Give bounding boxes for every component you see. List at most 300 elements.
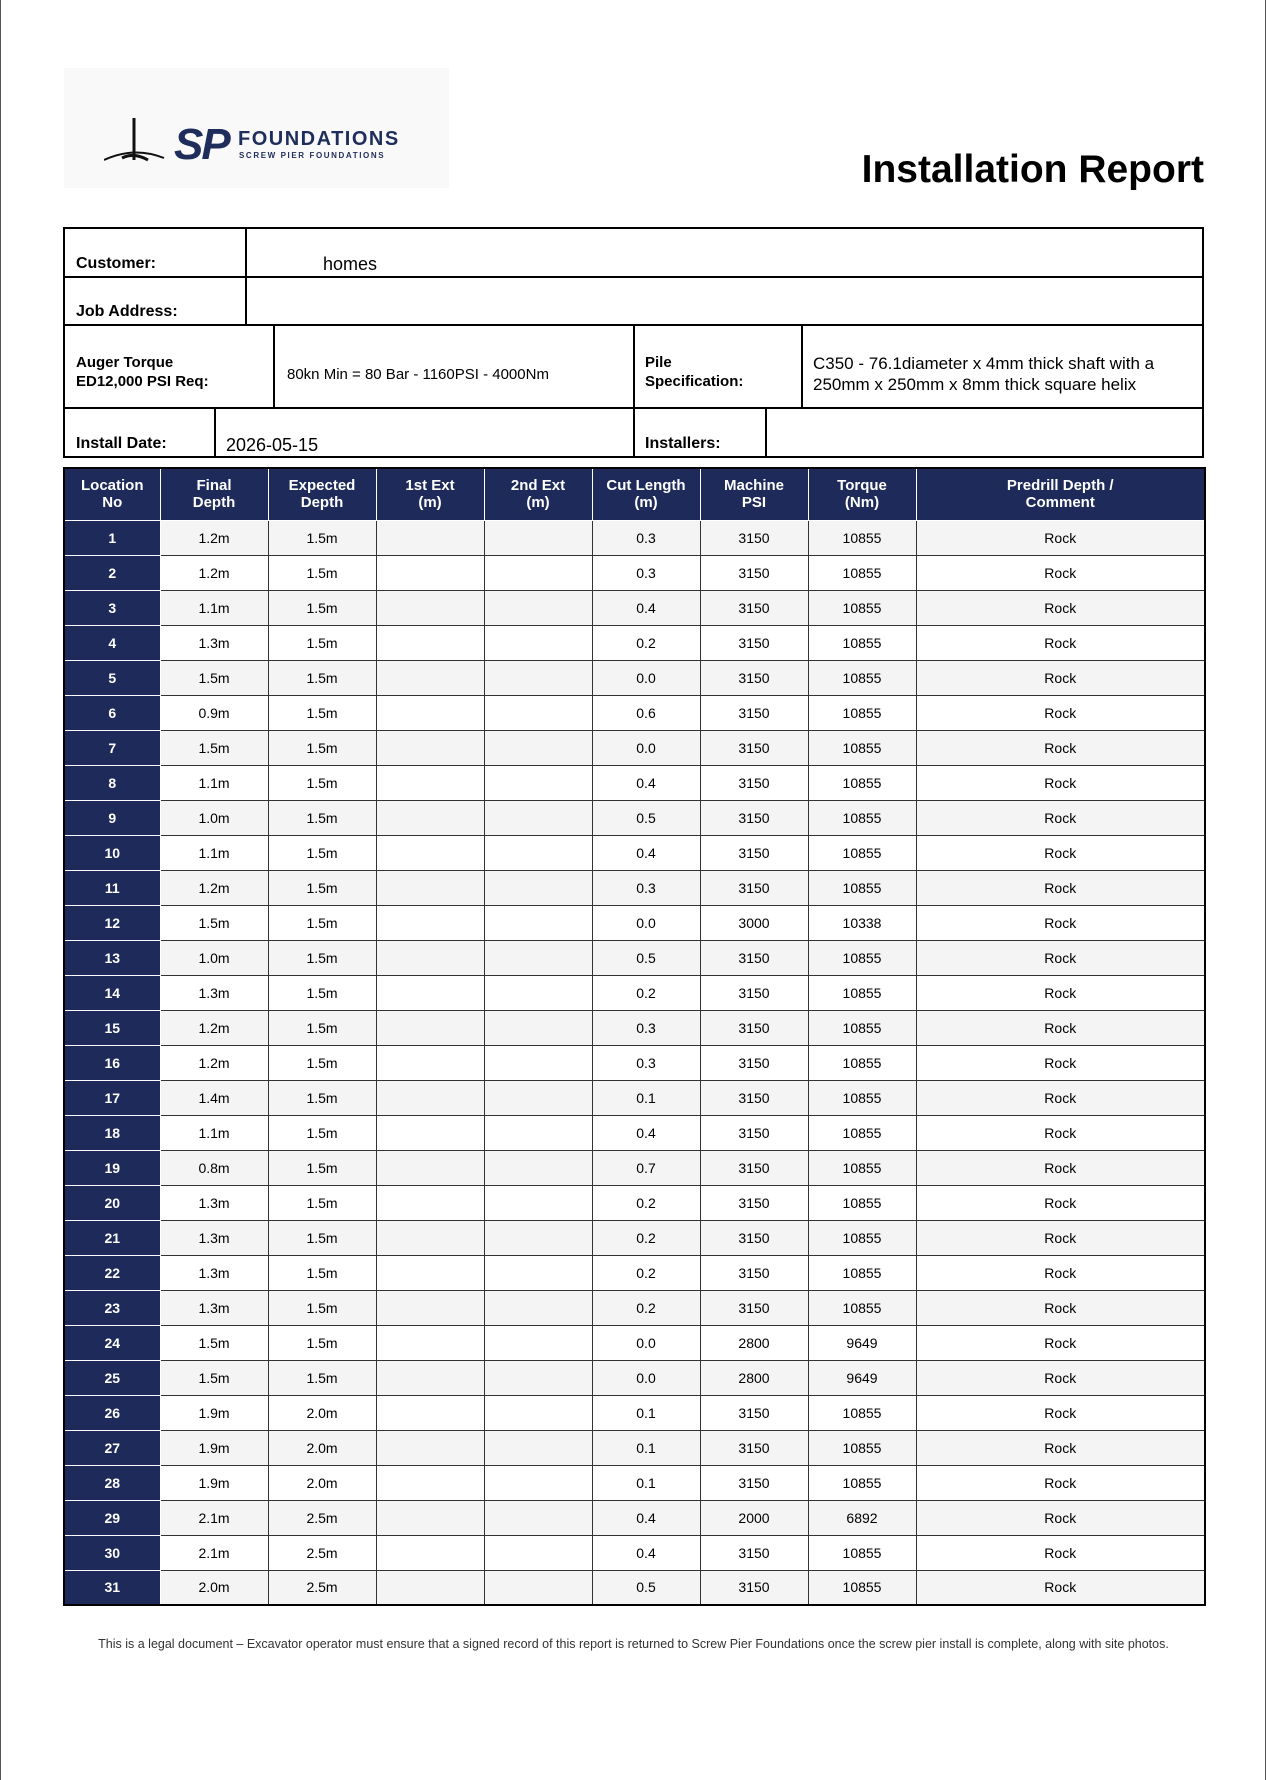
cell-second-ext	[484, 1325, 592, 1360]
table-row	[64, 625, 1205, 660]
cell-second-ext	[484, 1500, 592, 1535]
cell-cut-length: 0.2	[592, 1220, 700, 1255]
cell-machine-psi: 3150	[700, 1465, 808, 1500]
cell-second-ext	[484, 1395, 592, 1430]
cell-machine-psi: 3150	[700, 1185, 808, 1220]
cell-expected-depth: 1.5m	[268, 590, 376, 625]
column-header-second-ext: 2nd Ext (m)	[484, 468, 592, 520]
cell-predrill-comment: Rock	[916, 625, 1205, 660]
column-header-final-depth: Final Depth	[160, 468, 268, 520]
cell-torque: 10855	[808, 1570, 916, 1605]
cell-final-depth: 1.9m	[160, 1430, 268, 1465]
table-row	[64, 1570, 1205, 1605]
cell-final-depth: 1.3m	[160, 1185, 268, 1220]
column-header-location-no: Location No	[64, 468, 160, 520]
cell-predrill-comment: Rock	[916, 520, 1205, 555]
cell-location-no: 10	[64, 835, 160, 870]
cell-location-no: 19	[64, 1150, 160, 1185]
cell-cut-length: 0.3	[592, 1010, 700, 1045]
cell-predrill-comment: Rock	[916, 835, 1205, 870]
table-row	[64, 1535, 1205, 1570]
table-row	[64, 590, 1205, 625]
pile-spec-label: Pile Specification:	[645, 354, 744, 390]
cell-predrill-comment: Rock	[916, 1045, 1205, 1080]
cell-first-ext	[376, 590, 484, 625]
table-row	[64, 1150, 1205, 1185]
table-row	[64, 800, 1205, 835]
cell-cut-length: 0.1	[592, 1430, 700, 1465]
cell-first-ext	[376, 800, 484, 835]
cell-machine-psi: 3150	[700, 625, 808, 660]
cell-machine-psi: 3150	[700, 1290, 808, 1325]
cell-final-depth: 1.2m	[160, 520, 268, 555]
cell-expected-depth: 1.5m	[268, 1290, 376, 1325]
cell-expected-depth: 1.5m	[268, 800, 376, 835]
cell-cut-length: 0.4	[592, 1500, 700, 1535]
cell-cut-length: 0.4	[592, 835, 700, 870]
cell-machine-psi: 3150	[700, 1255, 808, 1290]
cell-torque: 10855	[808, 765, 916, 800]
cell-location-no: 23	[64, 1290, 160, 1325]
cell-second-ext	[484, 625, 592, 660]
column-header-expected-depth: Expected Depth	[268, 468, 376, 520]
cell-machine-psi: 3150	[700, 590, 808, 625]
cell-predrill-comment: Rock	[916, 590, 1205, 625]
customer-value: homes	[323, 254, 378, 274]
cell-expected-depth: 1.5m	[268, 1115, 376, 1150]
installers-label: Installers:	[645, 435, 721, 452]
cell-expected-depth: 1.5m	[268, 765, 376, 800]
table-row	[64, 1185, 1205, 1220]
table-row	[64, 1430, 1205, 1465]
cell-cut-length: 0.1	[592, 1080, 700, 1115]
cell-final-depth: 2.0m	[160, 1570, 268, 1605]
cell-predrill-comment: Rock	[916, 1430, 1205, 1465]
cell-torque: 10855	[808, 1150, 916, 1185]
cell-final-depth: 2.1m	[160, 1500, 268, 1535]
cell-first-ext	[376, 695, 484, 730]
cell-final-depth: 2.1m	[160, 1535, 268, 1570]
cell-machine-psi: 3150	[700, 1395, 808, 1430]
cell-final-depth: 1.2m	[160, 555, 268, 590]
cell-cut-length: 0.0	[592, 730, 700, 765]
auger-torque-value: 80kn Min = 80 Bar - 1160PSI - 4000Nm	[287, 366, 549, 383]
cell-cut-length: 0.0	[592, 660, 700, 695]
cell-torque: 10855	[808, 1255, 916, 1290]
cell-first-ext	[376, 1010, 484, 1045]
company-logo	[64, 68, 449, 188]
cell-torque: 10338	[808, 905, 916, 940]
cell-torque: 10855	[808, 1010, 916, 1045]
cell-location-no: 17	[64, 1080, 160, 1115]
cell-location-no: 1	[64, 520, 160, 555]
table-row	[64, 730, 1205, 765]
cell-location-no: 13	[64, 940, 160, 975]
cell-first-ext	[376, 1080, 484, 1115]
table-row	[64, 695, 1205, 730]
cell-cut-length: 0.1	[592, 1465, 700, 1500]
cell-expected-depth: 1.5m	[268, 1220, 376, 1255]
cell-predrill-comment: Rock	[916, 1395, 1205, 1430]
cell-predrill-comment: Rock	[916, 1220, 1205, 1255]
cell-location-no: 22	[64, 1255, 160, 1290]
cell-first-ext	[376, 1465, 484, 1500]
cell-final-depth: 1.2m	[160, 1045, 268, 1080]
cell-first-ext	[376, 1430, 484, 1465]
cell-cut-length: 0.7	[592, 1150, 700, 1185]
cell-final-depth: 1.9m	[160, 1395, 268, 1430]
cell-first-ext	[376, 1045, 484, 1080]
cell-second-ext	[484, 660, 592, 695]
cell-cut-length: 0.4	[592, 1115, 700, 1150]
cell-machine-psi: 3150	[700, 1010, 808, 1045]
cell-first-ext	[376, 765, 484, 800]
cell-location-no: 18	[64, 1115, 160, 1150]
cell-first-ext	[376, 555, 484, 590]
cell-expected-depth: 2.5m	[268, 1535, 376, 1570]
cell-final-depth: 1.3m	[160, 1220, 268, 1255]
cell-cut-length: 0.4	[592, 765, 700, 800]
cell-final-depth: 1.1m	[160, 765, 268, 800]
cell-predrill-comment: Rock	[916, 1080, 1205, 1115]
cell-cut-length: 0.2	[592, 625, 700, 660]
column-header-first-ext: 1st Ext (m)	[376, 468, 484, 520]
column-header-torque: Torque (Nm)	[808, 468, 916, 520]
cell-second-ext	[484, 730, 592, 765]
cell-torque: 6892	[808, 1500, 916, 1535]
cell-machine-psi: 3150	[700, 555, 808, 590]
table-row	[64, 1395, 1205, 1430]
cell-cut-length: 0.5	[592, 800, 700, 835]
cell-predrill-comment: Rock	[916, 1360, 1205, 1395]
cell-expected-depth: 2.5m	[268, 1570, 376, 1605]
cell-torque: 10855	[808, 1430, 916, 1465]
cell-torque: 10855	[808, 975, 916, 1010]
cell-location-no: 11	[64, 870, 160, 905]
cell-second-ext	[484, 765, 592, 800]
cell-predrill-comment: Rock	[916, 1465, 1205, 1500]
cell-torque: 10855	[808, 870, 916, 905]
cell-final-depth: 1.1m	[160, 590, 268, 625]
logo-wordmark: FOUNDATIONS	[238, 128, 400, 150]
cell-location-no: 15	[64, 1010, 160, 1045]
cell-second-ext	[484, 1080, 592, 1115]
cell-second-ext	[484, 1185, 592, 1220]
cell-machine-psi: 3150	[700, 1115, 808, 1150]
cell-expected-depth: 1.5m	[268, 905, 376, 940]
cell-torque: 10855	[808, 555, 916, 590]
install-date-label: Install Date:	[76, 435, 167, 452]
cell-expected-depth: 1.5m	[268, 625, 376, 660]
cell-second-ext	[484, 1010, 592, 1045]
cell-torque: 10855	[808, 940, 916, 975]
cell-predrill-comment: Rock	[916, 1010, 1205, 1045]
cell-machine-psi: 2000	[700, 1500, 808, 1535]
cell-first-ext	[376, 1325, 484, 1360]
cell-expected-depth: 1.5m	[268, 520, 376, 555]
cell-expected-depth: 1.5m	[268, 940, 376, 975]
cell-predrill-comment: Rock	[916, 695, 1205, 730]
cell-torque: 9649	[808, 1325, 916, 1360]
cell-location-no: 14	[64, 975, 160, 1010]
cell-expected-depth: 1.5m	[268, 695, 376, 730]
cell-location-no: 25	[64, 1360, 160, 1395]
cell-second-ext	[484, 905, 592, 940]
cell-first-ext	[376, 1220, 484, 1255]
cell-torque: 10855	[808, 660, 916, 695]
table-row	[64, 870, 1205, 905]
customer-block	[63, 227, 1204, 326]
cell-predrill-comment: Rock	[916, 660, 1205, 695]
cell-machine-psi: 3150	[700, 975, 808, 1010]
cell-machine-psi: 3150	[700, 695, 808, 730]
cell-final-depth: 1.5m	[160, 1360, 268, 1395]
cell-torque: 10855	[808, 1465, 916, 1500]
cell-predrill-comment: Rock	[916, 1150, 1205, 1185]
cell-second-ext	[484, 1535, 592, 1570]
cell-machine-psi: 3150	[700, 1220, 808, 1255]
cell-cut-length: 0.4	[592, 590, 700, 625]
cell-first-ext	[376, 520, 484, 555]
table-row	[64, 765, 1205, 800]
cell-cut-length: 0.3	[592, 870, 700, 905]
cell-final-depth: 1.0m	[160, 800, 268, 835]
cell-torque: 10855	[808, 1080, 916, 1115]
cell-machine-psi: 3150	[700, 660, 808, 695]
cell-location-no: 21	[64, 1220, 160, 1255]
cell-cut-length: 0.2	[592, 1290, 700, 1325]
cell-predrill-comment: Rock	[916, 1290, 1205, 1325]
cell-first-ext	[376, 1290, 484, 1325]
cell-final-depth: 1.0m	[160, 940, 268, 975]
cell-torque: 10855	[808, 1045, 916, 1080]
cell-predrill-comment: Rock	[916, 1115, 1205, 1150]
table-row	[64, 1010, 1205, 1045]
cell-first-ext	[376, 870, 484, 905]
legal-footer-note: This is a legal document – Excavator operator must ensure that a signed record of this report is returned to Screw Pier Foundations once the screw pier install is complete, along with site photos.	[98, 1637, 1169, 1651]
table-row	[64, 835, 1205, 870]
cell-second-ext	[484, 1360, 592, 1395]
cell-first-ext	[376, 905, 484, 940]
table-row	[64, 1325, 1205, 1360]
cell-predrill-comment: Rock	[916, 1325, 1205, 1360]
cell-first-ext	[376, 940, 484, 975]
cell-first-ext	[376, 835, 484, 870]
cell-predrill-comment: Rock	[916, 555, 1205, 590]
spec-block	[63, 324, 1204, 409]
cell-predrill-comment: Rock	[916, 1535, 1205, 1570]
cell-final-depth: 1.5m	[160, 730, 268, 765]
cell-expected-depth: 1.5m	[268, 660, 376, 695]
cell-machine-psi: 3150	[700, 730, 808, 765]
cell-torque: 9649	[808, 1360, 916, 1395]
page-title: Installation Report	[861, 148, 1204, 191]
table-row	[64, 905, 1205, 940]
cell-torque: 10855	[808, 625, 916, 660]
cell-location-no: 20	[64, 1185, 160, 1220]
cell-predrill-comment: Rock	[916, 975, 1205, 1010]
cell-first-ext	[376, 1115, 484, 1150]
cell-machine-psi: 2800	[700, 1360, 808, 1395]
table-row	[64, 1080, 1205, 1115]
cell-expected-depth: 2.5m	[268, 1500, 376, 1535]
cell-cut-length: 0.2	[592, 1255, 700, 1290]
cell-expected-depth: 1.5m	[268, 1255, 376, 1290]
cell-first-ext	[376, 1185, 484, 1220]
cell-torque: 10855	[808, 800, 916, 835]
cell-final-depth: 1.1m	[160, 1115, 268, 1150]
cell-machine-psi: 3150	[700, 1150, 808, 1185]
cell-cut-length: 0.6	[592, 695, 700, 730]
cell-final-depth: 1.3m	[160, 1290, 268, 1325]
table-row	[64, 975, 1205, 1010]
cell-location-no: 30	[64, 1535, 160, 1570]
table-body	[64, 520, 1205, 1605]
cell-second-ext	[484, 1150, 592, 1185]
cell-final-depth: 1.2m	[160, 1010, 268, 1045]
cell-expected-depth: 1.5m	[268, 730, 376, 765]
cell-predrill-comment: Rock	[916, 800, 1205, 835]
cell-first-ext	[376, 1255, 484, 1290]
cell-first-ext	[376, 1500, 484, 1535]
cell-torque: 10855	[808, 1535, 916, 1570]
cell-location-no: 7	[64, 730, 160, 765]
cell-final-depth: 1.5m	[160, 1325, 268, 1360]
table-row	[64, 660, 1205, 695]
cell-second-ext	[484, 975, 592, 1010]
cell-first-ext	[376, 730, 484, 765]
cell-final-depth: 1.5m	[160, 660, 268, 695]
cell-cut-length: 0.2	[592, 975, 700, 1010]
cell-expected-depth: 1.5m	[268, 1080, 376, 1115]
cell-location-no: 26	[64, 1395, 160, 1430]
table-row	[64, 1360, 1205, 1395]
cell-expected-depth: 1.5m	[268, 835, 376, 870]
cell-first-ext	[376, 1535, 484, 1570]
cell-machine-psi: 3150	[700, 940, 808, 975]
cell-predrill-comment: Rock	[916, 905, 1205, 940]
cell-machine-psi: 3150	[700, 520, 808, 555]
cell-location-no: 16	[64, 1045, 160, 1080]
auger-torque-label: Auger Torque ED12,000 PSI Req:	[76, 354, 209, 390]
cell-final-depth: 1.3m	[160, 975, 268, 1010]
job-address-label: Job Address:	[76, 303, 178, 320]
cell-expected-depth: 1.5m	[268, 1185, 376, 1220]
cell-machine-psi: 3000	[700, 905, 808, 940]
cell-second-ext	[484, 870, 592, 905]
cell-cut-length: 0.3	[592, 1045, 700, 1080]
cell-first-ext	[376, 1570, 484, 1605]
cell-cut-length: 0.0	[592, 1360, 700, 1395]
screw-pier-icon	[104, 118, 184, 168]
cell-machine-psi: 3150	[700, 765, 808, 800]
table-row	[64, 1045, 1205, 1080]
cell-machine-psi: 2800	[700, 1325, 808, 1360]
cell-expected-depth: 1.5m	[268, 1325, 376, 1360]
cell-expected-depth: 1.5m	[268, 1010, 376, 1045]
cell-location-no: 5	[64, 660, 160, 695]
cell-machine-psi: 3150	[700, 1430, 808, 1465]
cell-final-depth: 1.9m	[160, 1465, 268, 1500]
cell-torque: 10855	[808, 695, 916, 730]
cell-cut-length: 0.0	[592, 905, 700, 940]
cell-location-no: 12	[64, 905, 160, 940]
cell-machine-psi: 3150	[700, 870, 808, 905]
cell-second-ext	[484, 1045, 592, 1080]
cell-cut-length: 0.4	[592, 1535, 700, 1570]
cell-location-no: 27	[64, 1430, 160, 1465]
cell-machine-psi: 3150	[700, 835, 808, 870]
cell-torque: 10855	[808, 1115, 916, 1150]
cell-second-ext	[484, 1290, 592, 1325]
cell-second-ext	[484, 800, 592, 835]
cell-torque: 10855	[808, 1290, 916, 1325]
cell-first-ext	[376, 1360, 484, 1395]
cell-torque: 10855	[808, 835, 916, 870]
cell-predrill-comment: Rock	[916, 765, 1205, 800]
cell-cut-length: 0.5	[592, 1570, 700, 1605]
cell-second-ext	[484, 1430, 592, 1465]
cell-final-depth: 0.9m	[160, 695, 268, 730]
cell-second-ext	[484, 590, 592, 625]
cell-second-ext	[484, 555, 592, 590]
cell-location-no: 9	[64, 800, 160, 835]
column-header-machine-psi: Machine PSI	[700, 468, 808, 520]
table-row	[64, 520, 1205, 555]
cell-location-no: 24	[64, 1325, 160, 1360]
cell-expected-depth: 1.5m	[268, 1045, 376, 1080]
cell-predrill-comment: Rock	[916, 1255, 1205, 1290]
cell-machine-psi: 3150	[700, 1080, 808, 1115]
cell-first-ext	[376, 1395, 484, 1430]
cell-predrill-comment: Rock	[916, 1500, 1205, 1535]
cell-torque: 10855	[808, 1220, 916, 1255]
cell-second-ext	[484, 1255, 592, 1290]
table-row	[64, 1115, 1205, 1150]
cell-torque: 10855	[808, 1185, 916, 1220]
cell-location-no: 3	[64, 590, 160, 625]
cell-torque: 10855	[808, 1395, 916, 1430]
cell-second-ext	[484, 1465, 592, 1500]
table-row	[64, 1500, 1205, 1535]
cell-first-ext	[376, 660, 484, 695]
cell-cut-length: 0.1	[592, 1395, 700, 1430]
cell-expected-depth: 2.0m	[268, 1395, 376, 1430]
cell-machine-psi: 3150	[700, 1535, 808, 1570]
table-row	[64, 1220, 1205, 1255]
cell-predrill-comment: Rock	[916, 1185, 1205, 1220]
cell-final-depth: 1.5m	[160, 905, 268, 940]
cell-second-ext	[484, 520, 592, 555]
cell-final-depth: 0.8m	[160, 1150, 268, 1185]
cell-expected-depth: 1.5m	[268, 555, 376, 590]
cell-expected-depth: 2.0m	[268, 1430, 376, 1465]
cell-first-ext	[376, 975, 484, 1010]
cell-final-depth: 1.3m	[160, 1255, 268, 1290]
cell-torque: 10855	[808, 730, 916, 765]
cell-second-ext	[484, 1115, 592, 1150]
logo-sp-mark: SP	[174, 120, 229, 169]
table-row	[64, 940, 1205, 975]
cell-second-ext	[484, 1220, 592, 1255]
cell-location-no: 4	[64, 625, 160, 660]
cell-final-depth: 1.3m	[160, 625, 268, 660]
cell-cut-length: 0.3	[592, 520, 700, 555]
cell-predrill-comment: Rock	[916, 730, 1205, 765]
cell-cut-length: 0.0	[592, 1325, 700, 1360]
table-row	[64, 1465, 1205, 1500]
logo-tagline: SCREW PIER FOUNDATIONS	[239, 151, 386, 160]
